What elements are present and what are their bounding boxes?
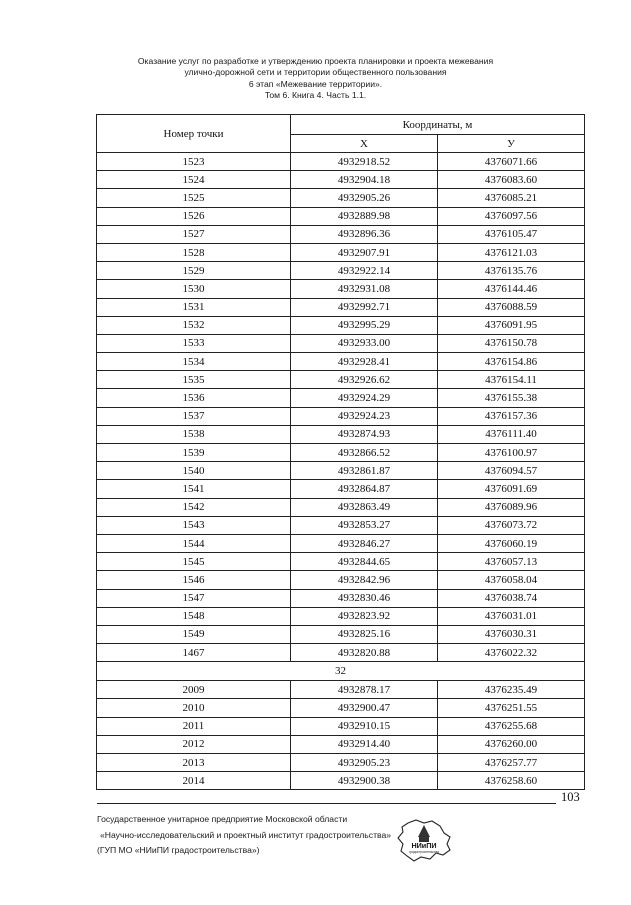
- cell-x: 4932907.91: [291, 243, 438, 261]
- table-row: [97, 644, 585, 662]
- cell-point-number: 1528: [97, 243, 291, 261]
- cell-point-number: 1530: [97, 280, 291, 298]
- cell-x: 4932842.96: [291, 571, 438, 589]
- table-row: [97, 316, 585, 334]
- table-row: [97, 681, 585, 699]
- cell-point-number: 1535: [97, 371, 291, 389]
- table-row: [97, 607, 585, 625]
- cell-point-number: 1537: [97, 407, 291, 425]
- cell-x: 4932905.26: [291, 189, 438, 207]
- cell-x: 4932878.17: [291, 681, 438, 699]
- cell-y: 4376073.72: [438, 516, 585, 534]
- cell-point-number: 1536: [97, 389, 291, 407]
- cell-y: 4376091.69: [438, 480, 585, 498]
- logo-subtext: градостроительства: [409, 850, 439, 854]
- table-row: [97, 189, 585, 207]
- cell-y: 4376031.01: [438, 607, 585, 625]
- cell-x: 4932995.29: [291, 316, 438, 334]
- cell-y: 4376094.57: [438, 462, 585, 480]
- cell-y: 4376060.19: [438, 534, 585, 552]
- cell-point-number: 2010: [97, 699, 291, 717]
- cell-x: 4932922.14: [291, 262, 438, 280]
- table-row: [97, 262, 585, 280]
- table-row: [97, 153, 585, 171]
- cell-point-number: 1543: [97, 516, 291, 534]
- table-row: [97, 516, 585, 534]
- cell-y: 4376057.13: [438, 553, 585, 571]
- table-body-section-b: [97, 681, 585, 790]
- cell-y: 4376154.11: [438, 371, 585, 389]
- table-row: [97, 207, 585, 225]
- cell-point-number: 1548: [97, 607, 291, 625]
- cell-point-number: 1544: [97, 534, 291, 552]
- cell-point-number: 1533: [97, 334, 291, 352]
- table-row: [97, 444, 585, 462]
- header-line-1: Оказание услуг по разработке и утверждению проекта планировки и проекта межевания: [137, 56, 494, 66]
- cell-point-number: 1549: [97, 625, 291, 643]
- cell-point-number: 1542: [97, 498, 291, 516]
- cell-point-number: 1526: [97, 207, 291, 225]
- cell-y: 4376111.40: [438, 425, 585, 443]
- cell-y: 4376022.32: [438, 644, 585, 662]
- header-line-4: Том 6. Книга 4. Часть 1.1.: [264, 90, 367, 101]
- cell-point-number: 1467: [97, 644, 291, 662]
- cell-y: 4376260.00: [438, 735, 585, 753]
- cell-x: 4932863.49: [291, 498, 438, 516]
- cell-x: 4932844.65: [291, 553, 438, 571]
- cell-point-number: 1532: [97, 316, 291, 334]
- cell-y: 4376251.55: [438, 699, 585, 717]
- cell-point-number: 1525: [97, 189, 291, 207]
- table-row: [97, 480, 585, 498]
- section-row: [97, 662, 585, 681]
- table-row: [97, 407, 585, 425]
- footer-line-3: (ГУП МО «НИиПИ градостроительства»): [97, 845, 260, 855]
- cell-point-number: 1529: [97, 262, 291, 280]
- table-row: [97, 371, 585, 389]
- cell-x: 4932910.15: [291, 717, 438, 735]
- table-row: [97, 754, 585, 772]
- cell-y: 4376038.74: [438, 589, 585, 607]
- cell-x: 4932924.29: [291, 389, 438, 407]
- cell-y: 4376030.31: [438, 625, 585, 643]
- cell-y: 4376258.60: [438, 772, 585, 790]
- cell-x: 4932992.71: [291, 298, 438, 316]
- cell-y: 4376150.78: [438, 334, 585, 352]
- cell-point-number: 1534: [97, 353, 291, 371]
- table-row: [97, 589, 585, 607]
- column-header-y: У: [438, 135, 585, 153]
- column-header-coordinates: Координаты, м: [291, 115, 585, 135]
- cell-point-number: 2014: [97, 772, 291, 790]
- cell-y: 4376157.36: [438, 407, 585, 425]
- table-row: [97, 735, 585, 753]
- table-row: [97, 772, 585, 790]
- cell-y: 4376089.96: [438, 498, 585, 516]
- cell-point-number: 1546: [97, 571, 291, 589]
- table-row: [97, 625, 585, 643]
- column-header-x: X: [291, 135, 438, 153]
- cell-y: 4376083.60: [438, 171, 585, 189]
- cell-point-number: 1545: [97, 553, 291, 571]
- table-row: [97, 334, 585, 352]
- table-row: [97, 171, 585, 189]
- table-row: [97, 353, 585, 371]
- cell-x: 4932853.27: [291, 516, 438, 534]
- table-row: [97, 534, 585, 552]
- cell-x: 4932926.62: [291, 371, 438, 389]
- cell-x: 4932820.88: [291, 644, 438, 662]
- cell-point-number: 1541: [97, 480, 291, 498]
- table-body-section-a: [97, 153, 585, 662]
- cell-point-number: 1539: [97, 444, 291, 462]
- cell-x: 4932825.16: [291, 625, 438, 643]
- cell-point-number: 1523: [97, 153, 291, 171]
- header-line-3: 6 этап «Межевание территории».: [248, 78, 383, 89]
- cell-y: 4376091.95: [438, 316, 585, 334]
- table-row: [97, 298, 585, 316]
- cell-x: 4932866.52: [291, 444, 438, 462]
- cell-y: 4376058.04: [438, 571, 585, 589]
- cell-point-number: 1538: [97, 425, 291, 443]
- cell-x: 4932914.40: [291, 735, 438, 753]
- table-section-divider: [97, 662, 585, 681]
- cell-x: 4932905.23: [291, 754, 438, 772]
- cell-y: 4376100.97: [438, 444, 585, 462]
- cell-point-number: 2012: [97, 735, 291, 753]
- cell-point-number: 1547: [97, 589, 291, 607]
- cell-point-number: 1524: [97, 171, 291, 189]
- cell-x: 4932924.23: [291, 407, 438, 425]
- table-row: [97, 699, 585, 717]
- cell-x: 4932904.18: [291, 171, 438, 189]
- cell-y: 4376154.86: [438, 353, 585, 371]
- page-number: 103: [561, 790, 580, 804]
- cell-x: 4932933.00: [291, 334, 438, 352]
- coordinates-table: [96, 114, 585, 790]
- cell-x: 4932830.46: [291, 589, 438, 607]
- cell-x: 4932889.98: [291, 207, 438, 225]
- column-header-point-number: Номер точки: [97, 115, 291, 153]
- table-header-row: [97, 115, 585, 135]
- table-row: [97, 280, 585, 298]
- cell-x: 4932874.93: [291, 425, 438, 443]
- footer-line-2: «Научно-исследовательский и проектный институт градостроительства»: [100, 829, 392, 840]
- header-line-2: улично-дорожной сети и территории общественного пользования: [184, 67, 447, 78]
- cell-point-number: 1540: [97, 462, 291, 480]
- document-header: [0, 56, 631, 102]
- cell-x: 4932846.27: [291, 534, 438, 552]
- cell-x: 4932918.52: [291, 153, 438, 171]
- table-row: [97, 225, 585, 243]
- footer-line-1: Государственное унитарное предприятие Московской области: [97, 814, 348, 824]
- table-row: [97, 425, 585, 443]
- cell-y: 4376097.56: [438, 207, 585, 225]
- cell-x: 4932931.08: [291, 280, 438, 298]
- cell-y: 4376155.38: [438, 389, 585, 407]
- cell-y: 4376255.68: [438, 717, 585, 735]
- cell-y: 4376257.77: [438, 754, 585, 772]
- table-row: [97, 462, 585, 480]
- cell-y: 4376135.76: [438, 262, 585, 280]
- cell-point-number: 2013: [97, 754, 291, 772]
- cell-y: 4376235.49: [438, 681, 585, 699]
- table-row: [97, 498, 585, 516]
- cell-y: 4376105.47: [438, 225, 585, 243]
- cell-x: 4932900.38: [291, 772, 438, 790]
- cell-x: 4932861.87: [291, 462, 438, 480]
- cell-point-number: 2011: [97, 717, 291, 735]
- logo-text: НИиПИ: [411, 841, 437, 850]
- cell-y: 4376121.03: [438, 243, 585, 261]
- cell-x: 4932928.41: [291, 353, 438, 371]
- table-row: [97, 389, 585, 407]
- table-row: [97, 717, 585, 735]
- cell-point-number: 2009: [97, 681, 291, 699]
- table-row: [97, 553, 585, 571]
- table-row: [97, 571, 585, 589]
- institute-logo-icon: [394, 817, 454, 865]
- cell-y: 4376144.46: [438, 280, 585, 298]
- cell-x: 4932896.36: [291, 225, 438, 243]
- cell-point-number: 1527: [97, 225, 291, 243]
- cell-y: 4376088.59: [438, 298, 585, 316]
- table-row: [97, 243, 585, 261]
- cell-y: 4376071.66: [438, 153, 585, 171]
- cell-y: 4376085.21: [438, 189, 585, 207]
- cell-x: 4932864.87: [291, 480, 438, 498]
- cell-x: 4932900.47: [291, 699, 438, 717]
- cell-point-number: 1531: [97, 298, 291, 316]
- document-footer: [97, 812, 391, 859]
- section-label: 32: [97, 662, 585, 681]
- footer-rule: [97, 803, 556, 804]
- cell-x: 4932823.92: [291, 607, 438, 625]
